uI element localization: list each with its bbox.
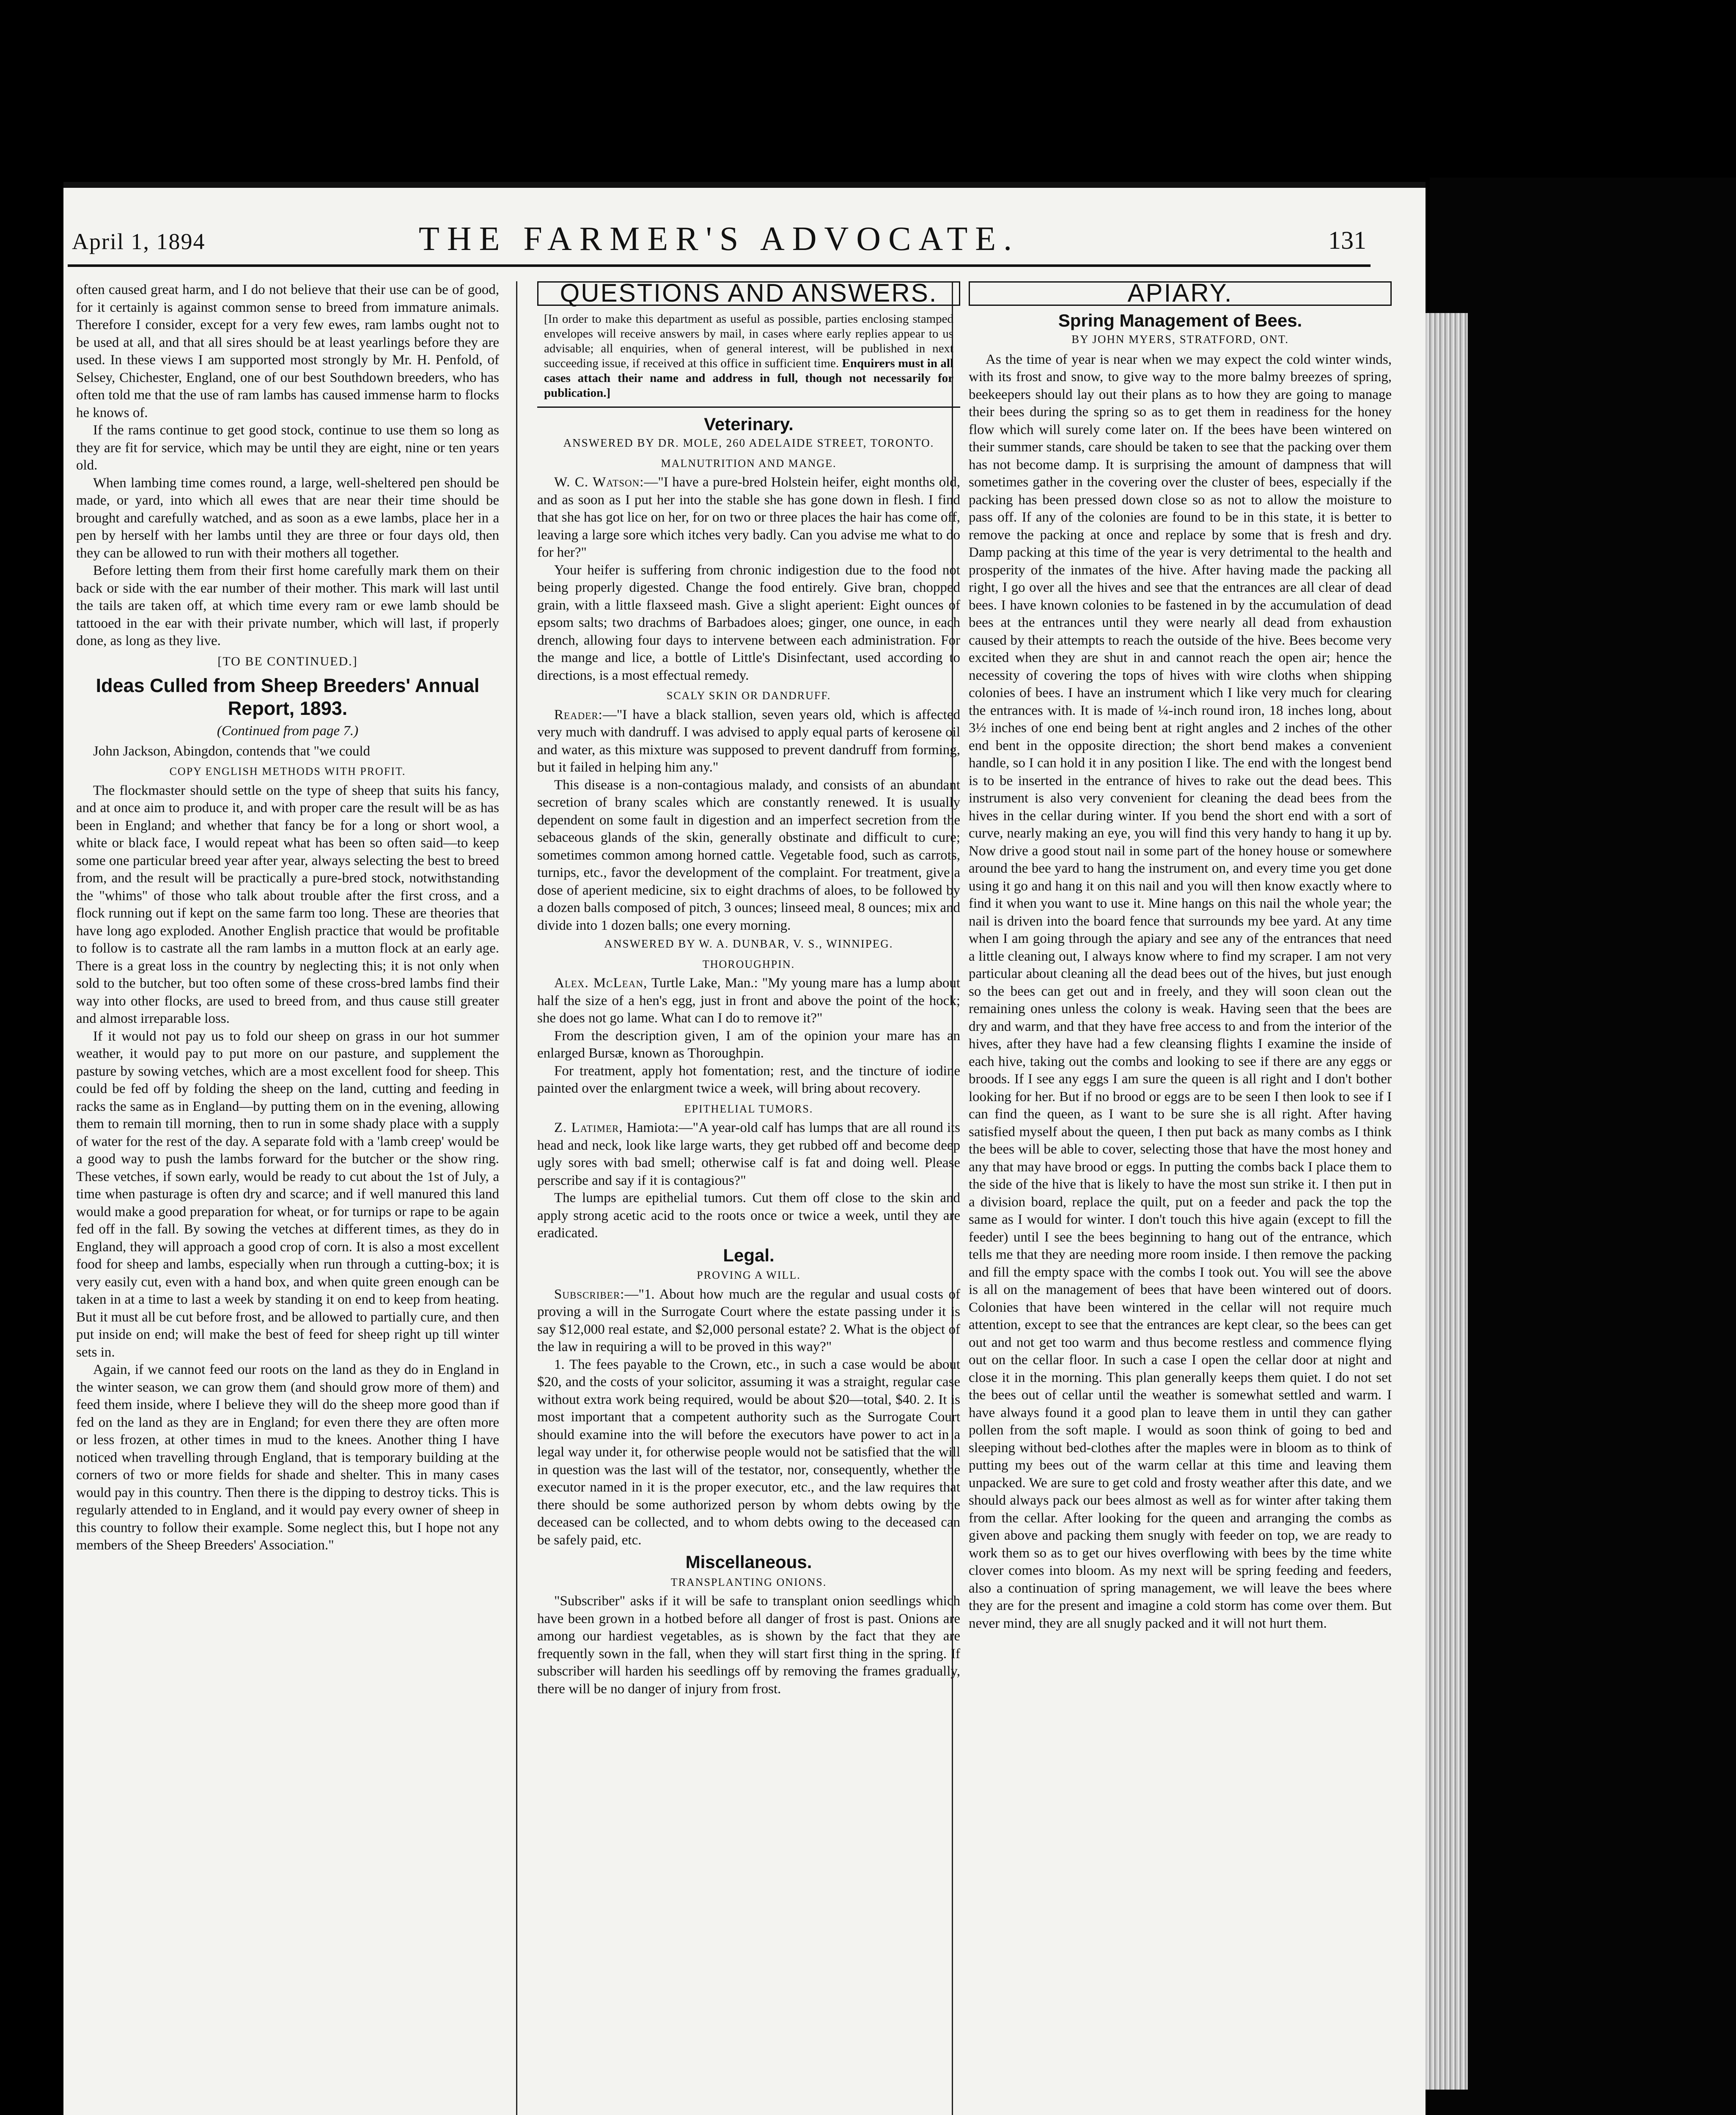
section-title-miscellaneous: Miscellaneous.: [685, 1552, 812, 1572]
section-title-veterinary: Veterinary.: [704, 414, 794, 434]
page-header: [72, 220, 1366, 258]
column-divider-1: [516, 281, 517, 2115]
notice-bold: Enquirers must in all cases attach their name and address in full, though not necessarily for publication.]: [544, 356, 953, 400]
paragraph: If the rams continue to get good stock, continue to use them so long as they are fit for service, which may be until they are eight, nine or ten years old.: [76, 423, 499, 473]
subheading-copy-english: COPY ENGLISH METHODS WITH PROFIT.: [169, 765, 406, 777]
questioner-name: Reader:: [554, 707, 603, 722]
questioner-name: Z. Latimer,: [554, 1120, 623, 1135]
section-heading-questions: QUESTIONS AND ANSWERS.: [537, 281, 960, 306]
paragraph: often caused great harm, and I do not believe that their use can be of good, for it certainly is against common sense to breed from immature animals. Therefore I consider, except for a very few ewes, ram lambs ought not to be used at all, and that all sires should be at least yearlings before they are used. In these views I am supported most strongly by Mr. H. Penfold, of Selsey, Chichester, England, one of our best Southdown breeders, who has often told me that the use of ram lambs has caused immense harm to flocks he knows of.: [76, 282, 499, 420]
subheading: EPITHELIAL TUMORS.: [684, 1102, 813, 1115]
book-shadow: [1430, 178, 1736, 2115]
answer-text: For treatment, apply hot fomentation; rest, and the tincture of iodine painted over the enlargment twice a week, will bring about recovery.: [537, 1063, 960, 1096]
answer-text: Your heifer is suffering from chronic indigestion due to the food not being properly digested. Change the food entirely. Give bran, chopped grain, with a little flaxseed mash. Give a slight aperient: Eight ounces of epsom salts; two drachms of Barbadoes aloes; ginger, one ounce, in each drench, allowing four days to intervene between each administration. For the mange and lice, a bottle of Little's Disinfectant, used according to directions, is a most effectual remedy.: [537, 562, 960, 683]
department-notice: [537, 312, 960, 401]
answered-by: ANSWERED BY DR. MOLE, 260 ADELAIDE STREET, TORONTO.: [563, 437, 934, 449]
question-text: Turtle Lake, Man.: "My young mare has a lump about half the size of a hen's egg, just in front and above the point of the hock; she does not go lame. What can I do to remove it?": [537, 975, 960, 1026]
answer-text: The lumps are epithelial tumors. Cut them off close to the skin and apply strong acetic acid to the roots once or twice a week, until they are eradicated.: [537, 1190, 960, 1241]
paragraph: If it would not pay us to fold our sheep on grass in our hot summer weather, it would pay to put more on our pasture, and supplement the pasture by sowing vetches, which are a most excellent food for sheep. This could be fed off by folding the sheep on the land, cutting and feeding in racks the same as in England—by putting them on in the evening, allowing them to remain till morning, then to run in some shady place with a supply of water for the rest of the day. A separate fold with a 'lamb creep' would be a good way to push the lambs forward for the butcher or the show ring. These vetches, if sown early, would be ready to cut about the 1st of July, a time when pasturage is often dry and scarce; and if well manured this land would make a good preparation for wheat, or for turnips or rape to be again fed off in the fall. By sowing the vetches at different times, as they do in England, they will approach a good crop of corn. It is also a most excellent food for sheep and lambs, especially when run through a cutting-box; it is very easily cut, even with a hand box, and when quite green enough can be taken in at a time to last a week by standing it on end to keep from heating. But it must all be cut before frost, and be allowed to partially cure, and then put inside on end; will make the best of feed for sheep right up till winter sets in.: [76, 1028, 499, 1360]
paragraph: As the time of year is near when we may expect the cold winter winds, with its frost and snow, to give way to the more balmy breezes of spring, beekeepers should lay out their plans as to how they are going to manage their bees during the spring so as to get them in readiness for the honey flow which will surely come later on. If the bees have been wintered on their summer stands, care should be taken to see that the packing over them has not become damp. It is surprising the amount of dampness that will sometimes gather in the covering over the cluster of bees, especially if the packing has been pressed down close so as not to allow the moisture to pass off. If any of the colonies are found to be in this state, it is better to remove the packing at once and replace by some that is fresh and dry. Damp packing at this time of the year is very detrimental to the health and prosperity of the inmates of the hive. After having made the packing all right, I go over all the hives and see that the entrances are all clear of dead bees. I have known colonies to be fastened in by the accumulation of dead bees at the entrances until they were nearly all dead from exhaustion caused by their attempts to reach the outside of the hive. Bees become very excited when they are shut in and cannot reach the open air; hence the necessity of covering the tops of hives with wire cloths when shipping colonies of bees. I have an instrument which I like very much for clearing the entrances with. It is made of ¼-inch round iron, 18 inches long, about 3½ inches of one end being bent at right angles and 2 inches of the other end bent in the opposite direction; the short bend makes a convenient handle, so I can hold it in any position I like. The end with the longest bend is to be inserted in the entrance of hives to rake out the dead bees. This instrument is also very convenient for cleaning the dead bees from the hives in the cellar during winter. If you bend the short end with a sort of curve, nearly making an eye, you will find this very handy to hang it up by. Now drive a good stout nail in some part of the honey house or somewhere around the bee yard to hang the instrument on, and every time you get done using it go and hang it on this nail and you will then know exactly where to find it when you want to use it. Mine hangs on this nail the whole year; the nail is driven into the board fence that surrounds my bee yard. At any time when I am going through the apiary and see any of the entrances that need a little cleaning out, I always know where to find my scraper. I am not very particular about cleaning all the dead bees out of the hives, but just enough so the bees can get out and in freely, and they will soon clean out the remaining ones unless the colony is weak. Having seen that the bees are dry and warm, and that they have free access to and from the interior of the hives, after they have had a few cleansing flights I examine the inside of each hive, taking out the combs and looking to see if there are any eggs or broods. If I see any eggs I am sure the queen is all right and I don't bother looking for her. But if no brood or eggs are to be seen I then look to see if I can find the queen, as I want to be sure she is all right. After having satisfied myself about the queen, I then put back as many combs as I think the bees will be able to cover, selecting those that have the most honey and any that may have brood or eggs. In putting the combs back I place them to the side of the hive that is likely to have the most sun strike it. I then put in a division board, replace the quilt, put on a feeder and pack the top the same as I would for winter. I don't touch this hive again (except to fill the feeder) until I see the bees beginning to hang out of the entrance, which tells me that they are needing more room inside. I then remove the packing and fill the empty space with the combs I took out. You will see the above is all on the management of bees that have been wintered out of doors. Colonies that have been wintered in the cellar will not require much attention, except to see that the entrances are kept clear, so the bees can get out and not get too warm and thus become restless and commence flying out on the cellar floor. In such a case I open the cellar door at night and close it in the morning. This plan generally keeps them quiet. I do not set the bees out of cellar until the weather is somewhat settled and warm. I have always found it a good plan to leave them in until they can gather pollen from the soft maple. I would as soon think of going to bed and sleeping without bed-clothes after the maples were in bloom as to think of putting my bees out of the warm cellar at this time and leaving them unpacked. We are sure to get cold and frosty weather after this date, and we should always pack our bees almost as well as for winter after taking them from the cellar. After looking for the queen and arranging the combs as given above and packing them snugly with feeder on top, we are ready to work them so as to get our hives overflowing with bees by the time white clover comes into bloom. As my next will be spring feeding and feeders, also a continuation of spring management, we will leave the bees where they are for the present and imagine a cold storm has come over them. But never mind, they are all snugly packed and it will not hurt them.: [969, 352, 1392, 1631]
paragraph: Before letting them from their first home carefully mark them on their back or side with the ear number of their mother. This mark will last until the tails are taken off, at which time every ram or ewe lamb should be tattooed in the ear with their private number, which will last, if properly done, as long as they live.: [76, 563, 499, 648]
issue-date: April 1, 1894: [72, 229, 206, 254]
subheading: SCALY SKIN OR DANDRUFF.: [666, 689, 831, 702]
subheading: THOROUGHPIN.: [702, 958, 795, 970]
paragraph: Again, if we cannot feed our roots on the land as they do in England in the winter season, we can grow them (and should grow more of them) and feed them inside, where I believe they will do the sheep more good than if fed on the land as they are in England; for even there they are often more or less frozen, at other times in mud to the knees. Another thing I have noticed when travelling through England, that is temporary building at the corners of two or more fields for shade and shelter. This in many cases would pay in this country. Then there is the dipping to destroy ticks. This is regularly attended to in England, and it would pay every owner of sheep in this country to follow their example. Some neglect this, but I hope not any members of the Sheep Breeders' Association.": [76, 1362, 499, 1553]
answer-text: This disease is a non-contagious malady, and consists of an abundant secretion of brany scales which are constantly renewed. It is usually dependent on some fault in digestion and an imperfect secretion from the sebaceous glands of the skin, generally obstinate and difficult to cure; sometimes common among horned cattle. Vegetable food, such as carrots, turnips, etc., favor the development of the complaint. For treatment, give a dose of aperient medicine, six to eight drachms of aloes, to be followed by a dozen balls composed of pitch, 3 ounces; linseed meal, 8 ounces; mix and divide into 1 dozen balls; one every morning.: [537, 777, 960, 933]
answer-text: "Subscriber" asks if it will be safe to transplant onion seedlings which have been grown in a hotbed before all danger of frost is past. Onions are among our hardiest vegetables, as is shown by the fact that they are frequently sown in the fall, when they will start first thing in the spring. If subscriber will harden his seedlings off by removing the frames gradually, there will be no danger of injury from frost.: [537, 1593, 960, 1697]
questioner-name: Subscriber:: [554, 1286, 625, 1302]
question-text: —"I have a black stallion, seven years old, which is affected very much with dandruff. I was advised to apply equal parts of kerosene oil and water, as this mixture was supposed to prevent dandruff from forming, but it failed in helping him any.": [537, 707, 960, 775]
column-2: [537, 281, 960, 2115]
question-text: —"1. About how much are the regular and usual costs of proving a will in the Surrogate Court where the estate passing under it is say $12,000 real estate, and $2,000 personal estate? 2. What is the object of the law in requiring a will to be proved in this way?": [537, 1286, 960, 1354]
subheading: MALNUTRITION AND MANGE.: [661, 457, 837, 470]
section-heading-apiary: APIARY.: [969, 281, 1392, 306]
section-title-legal: Legal.: [723, 1245, 775, 1265]
answer-text: From the description given, I am of the opinion your mare has an enlarged Bursæ, known as Thoroughpin.: [537, 1028, 960, 1061]
paragraph: John Jackson, Abingdon, contends that "we could: [93, 743, 371, 759]
paragraph: When lambing time comes round, a large, well-sheltered pen should be made, or yard, into which all ewes that are near their time should be brought and carefully watched, and as soon as a ewe lambs, place her in a pen by herself with her lambs until they are three or four days old, then they can be allowed to run with their mothers all together.: [76, 475, 499, 561]
article-title-bees: Spring Management of Bees.: [1058, 310, 1302, 330]
page-number: 131: [1328, 226, 1366, 254]
question-text: Hamiota:—"A year-old calf has lumps that are all round its head and neck, look like large warts, they get rubbed off and become deep ugly sores with bad smell; otherwise calf is fat and doing well. Please perscribe and say if it is contagious?": [537, 1120, 960, 1188]
answer-text: 1. The fees payable to the Crown, etc., in such a case would be about $20, and the costs of your solicitor, assuming it was a straight, regular case without extra work being required, would be about $20—total, $40. 2. It is most important that a competent authority such as the Surrogate Court should examine into the will before the executors have power to act in a legal way under it, for otherwise people would not be satisfied that the will in question was the last will of the testator, nor, consequently, whether the executor named in it is the proper executor, etc., and the law requires that there should be some authorized person by whom debts owing by the deceased can be collected, and to whom debts owing to the deceased can be safely paid, etc.: [537, 1357, 960, 1548]
subheading: PROVING A WILL.: [697, 1269, 801, 1281]
masthead-title: THE FARMER'S ADVOCATE.: [418, 220, 1020, 258]
paragraph: The flockmaster should settle on the type of sheep that suits his fancy, and at once aim to produce it, and with proper care the result will be as has been in England; and whether that fancy be for a long or short wool, a white or black face, I would repeat what has been so often said—to keep some one particular breed year after year, always selecting the best to breed from, and the result will be practically a pure-bred stock, notwithstanding the "whims" of those who talk about trouble after the first cross, and a flock running out if kept on the same farm too long. These are theories that have long ago exploded. Another English practice that would be profitable to follow is to castrate all the ram lambs in a mutton flock at an early age. There is a great loss in the country by neglecting this; it is not only when sold to the butcher, but too often some of these cross-bred lambs find their way into other flocks, are used to breed from, and thus cause still greater and almost irreparable loss.: [76, 783, 499, 1026]
book-page-edges: [1421, 313, 1468, 2090]
divider: [537, 407, 960, 408]
notice-text: [In order to make this department as useful as possible, parties enclosing stamped envelopes will receive answers by mail, in cases where early replies appear to us advisable; all enquiries, when of general interest, will be published in next succeeding issue, if received at this office in sufficient time.: [544, 312, 953, 370]
question-text: —"I have a pure-bred Holstein heifer, eight months old, and as soon as I put her into the stable she has gone down in flesh. I find that she has got lice on her, for on two or three places the hair has come off, leaving a large sore which itches very badly. Can you advise me what to do for her?": [537, 475, 960, 560]
to-be-continued: [TO BE CONTINUED.]: [217, 654, 358, 668]
continued-from: (Continued from page 7.): [217, 723, 359, 739]
article-byline: BY JOHN MYERS, STRATFORD, ONT.: [1071, 333, 1289, 346]
questioner-name: W. C. Watson:: [554, 475, 644, 490]
header-rule: [68, 264, 1371, 267]
article-title-ideas: Ideas Culled from Sheep Breeders' Annual Report, 1893.: [96, 675, 480, 719]
scan-top-rule: [63, 182, 1426, 188]
answered-by: ANSWERED BY W. A. DUNBAR, V. S., WINNIPEG.: [604, 937, 893, 950]
subheading: TRANSPLANTING ONIONS.: [670, 1576, 827, 1588]
questioner-name: Alex. McLean,: [554, 975, 648, 991]
column-3: [969, 281, 1392, 2115]
column-1: [76, 281, 499, 2115]
